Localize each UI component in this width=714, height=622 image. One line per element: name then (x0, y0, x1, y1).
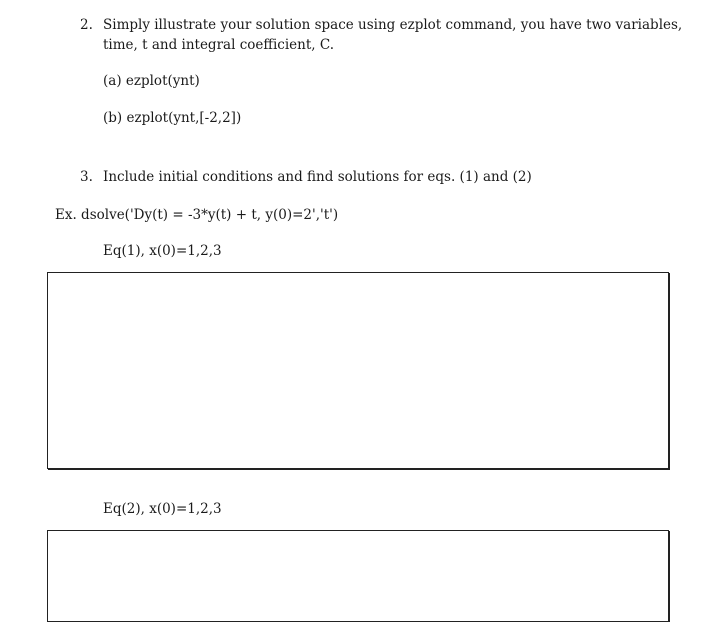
item-3-number: 3. (80, 169, 93, 185)
eq2-label: Eq(2), x(0)=1,2,3 (103, 501, 222, 517)
eq2-answer-box[interactable] (47, 530, 669, 622)
item-2-text-line-1: Simply illustrate your solution space using ezplot command, you have two variables, (103, 17, 683, 33)
item-3-text: Include initial conditions and find solutions for eqs. (1) and (2) (103, 169, 532, 185)
example-text: Ex. dsolve('Dy(t) = -3*y(t) + t, y(0)=2','t') (55, 207, 339, 223)
item-2-option-a: (a) ezplot(ynt) (103, 73, 200, 89)
item-2-option-b: (b) ezplot(ynt,[-2,2]) (103, 110, 242, 126)
eq1-answer-box[interactable] (47, 272, 669, 469)
item-2-number: 2. (80, 17, 93, 33)
eq1-label: Eq(1), x(0)=1,2,3 (103, 243, 222, 259)
item-2-text-line-2: time, t and integral coefficient, C. (103, 37, 334, 53)
